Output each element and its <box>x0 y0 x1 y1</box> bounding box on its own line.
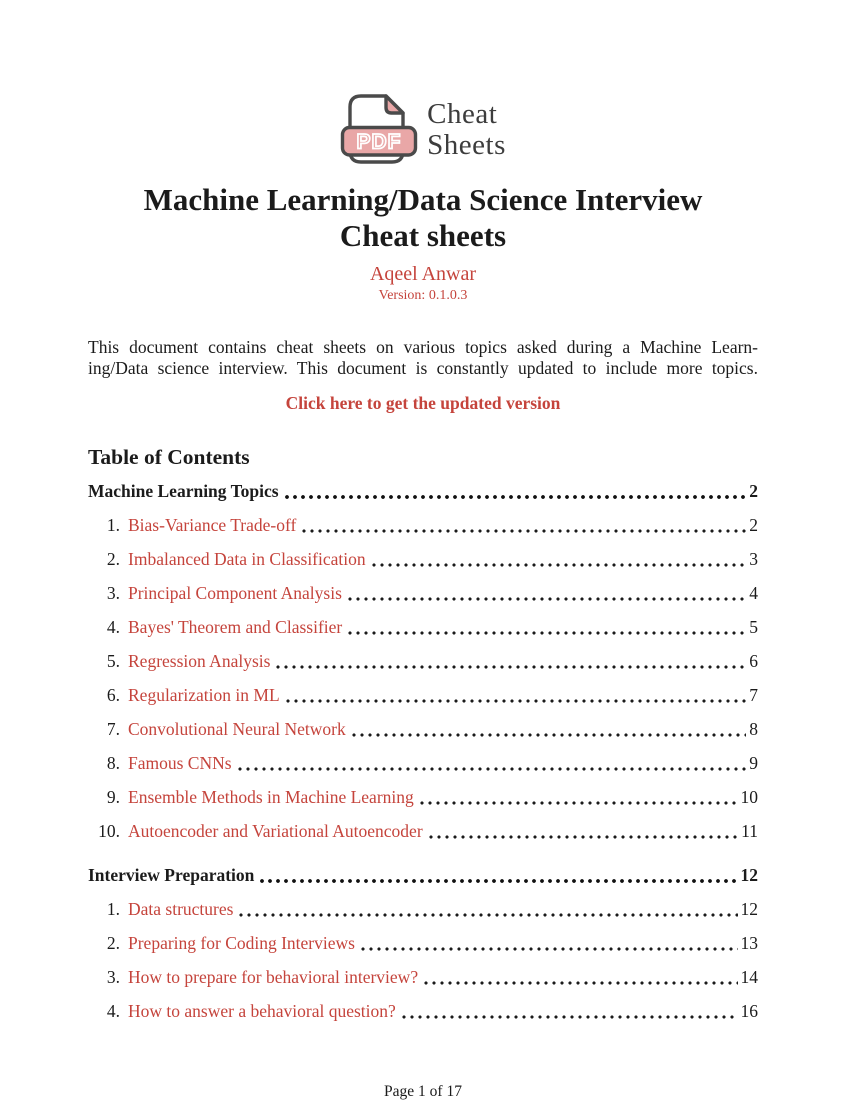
toc-item <box>88 899 758 920</box>
toc-item-number: 6. <box>106 685 120 705</box>
dot-leader <box>286 699 747 703</box>
page-title <box>60 182 786 254</box>
dot-leader <box>276 665 746 669</box>
toc-item-page: 10 <box>740 787 758 807</box>
updated-version-link[interactable]: Click here to get the updated version <box>285 393 561 413</box>
toc-item-page: 13 <box>740 933 758 953</box>
toc-item-page: 9 <box>749 753 758 773</box>
toc-item-page: 6 <box>749 651 758 671</box>
toc-item-link[interactable]: Bias-Variance Trade-off <box>128 515 297 535</box>
pdf-file-icon <box>340 93 418 167</box>
dot-leader <box>302 529 746 533</box>
dot-leader <box>239 913 737 917</box>
toc-item-link[interactable]: Imbalanced Data in Classification <box>128 549 366 569</box>
dot-leader <box>429 835 738 839</box>
toc-item <box>88 933 758 954</box>
dot-leader <box>260 879 737 883</box>
toc-section-page: 2 <box>749 481 758 501</box>
toc-item-page: 16 <box>740 1001 758 1021</box>
toc-item <box>88 1001 758 1022</box>
toc-section-link[interactable]: Machine Learning Topics <box>88 481 279 501</box>
toc-item-number: 9. <box>106 787 120 807</box>
toc-item-number: 2. <box>106 933 120 953</box>
toc-section-interview-prep <box>88 865 758 886</box>
toc-item-link[interactable]: How to prepare for behavioral interview? <box>128 967 419 987</box>
dot-leader <box>348 631 746 635</box>
dot-leader <box>285 495 747 499</box>
toc-item-number: 1. <box>106 899 120 919</box>
toc-item-number: 3. <box>106 967 120 987</box>
toc-item-page: 12 <box>740 899 758 919</box>
toc-item <box>88 719 758 740</box>
brand-wordmark <box>427 99 506 161</box>
title-line2: Cheat sheets <box>339 218 507 253</box>
toc-item-page: 7 <box>749 685 758 705</box>
toc-item-link[interactable]: Principal Component Analysis <box>128 583 342 603</box>
toc-item <box>88 651 758 672</box>
dot-leader <box>402 1015 738 1019</box>
toc-item-link[interactable]: Regression Analysis <box>128 651 271 671</box>
toc-item-link[interactable]: Data structures <box>128 899 234 919</box>
dot-leader <box>420 801 738 805</box>
toc-item <box>88 549 758 570</box>
dot-leader <box>238 767 747 771</box>
toc-item-page: 4 <box>749 583 758 603</box>
svg-text:PDF: PDF <box>356 130 402 154</box>
brand-line2: Sheets <box>427 129 506 161</box>
intro-line2: ing/Data science interview. This document is constantly updated to include more topics. <box>88 357 758 378</box>
toc-item-link[interactable]: Preparing for Coding Interviews <box>128 933 355 953</box>
dot-leader <box>424 981 737 985</box>
title-line1: Machine Learning/Data Science Interview <box>143 182 703 217</box>
toc-item-page: 11 <box>741 821 758 841</box>
toc-item-number: 1. <box>106 515 120 535</box>
toc-item-number: 4. <box>106 1001 120 1021</box>
toc-item-number: 7. <box>106 719 120 739</box>
dot-leader <box>372 563 747 567</box>
toc-item <box>88 515 758 536</box>
toc-section-ml-topics <box>88 481 758 502</box>
toc-item-link[interactable]: How to answer a behavioral question? <box>128 1001 396 1021</box>
toc-item <box>88 821 758 842</box>
toc-item <box>88 967 758 988</box>
toc-item-page: 3 <box>749 549 758 569</box>
toc-item-page: 14 <box>740 967 758 987</box>
table-of-contents <box>88 481 758 1022</box>
toc-item-page: 8 <box>749 719 758 739</box>
toc-item-page: 5 <box>749 617 758 637</box>
dot-leader <box>361 947 738 951</box>
brand-line1: Cheat <box>427 98 498 130</box>
logo <box>0 0 846 167</box>
toc-heading: Table of Contents <box>88 445 250 469</box>
toc-item-link[interactable]: Regularization in ML <box>128 685 280 705</box>
toc-item-number: 3. <box>106 583 120 603</box>
dot-leader <box>352 733 747 737</box>
toc-item-number: 2. <box>106 549 120 569</box>
page-footer: Page 1 of 17 <box>384 1083 462 1100</box>
toc-item-link[interactable]: Ensemble Methods in Machine Learning <box>128 787 414 807</box>
toc-item-number: 8. <box>106 753 120 773</box>
toc-item-link[interactable]: Convolutional Neural Network <box>128 719 346 739</box>
toc-section-page: 12 <box>740 865 758 885</box>
toc-item-number: 5. <box>106 651 120 671</box>
toc-item-number: 4. <box>106 617 120 637</box>
toc-item <box>88 753 758 774</box>
toc-item-link[interactable]: Bayes' Theorem and Classifier <box>128 617 343 637</box>
toc-item-link[interactable]: Famous CNNs <box>128 753 232 773</box>
toc-item <box>88 685 758 706</box>
author-name: Aqeel Anwar <box>369 263 477 285</box>
toc-item-link[interactable]: Autoencoder and Variational Autoencoder <box>128 821 423 841</box>
version-label: Version: 0.1.0.3 <box>378 288 468 303</box>
intro-paragraph <box>88 337 758 378</box>
intro-line1: This document contains cheat sheets on various topics asked during a Machine Learn- <box>88 337 758 357</box>
toc-item <box>88 583 758 604</box>
toc-item <box>88 617 758 638</box>
toc-item-number: 10. <box>98 821 120 841</box>
toc-item <box>88 787 758 808</box>
dot-leader <box>348 597 746 601</box>
toc-section-link[interactable]: Interview Preparation <box>88 865 255 885</box>
toc-item-page: 2 <box>749 515 758 535</box>
